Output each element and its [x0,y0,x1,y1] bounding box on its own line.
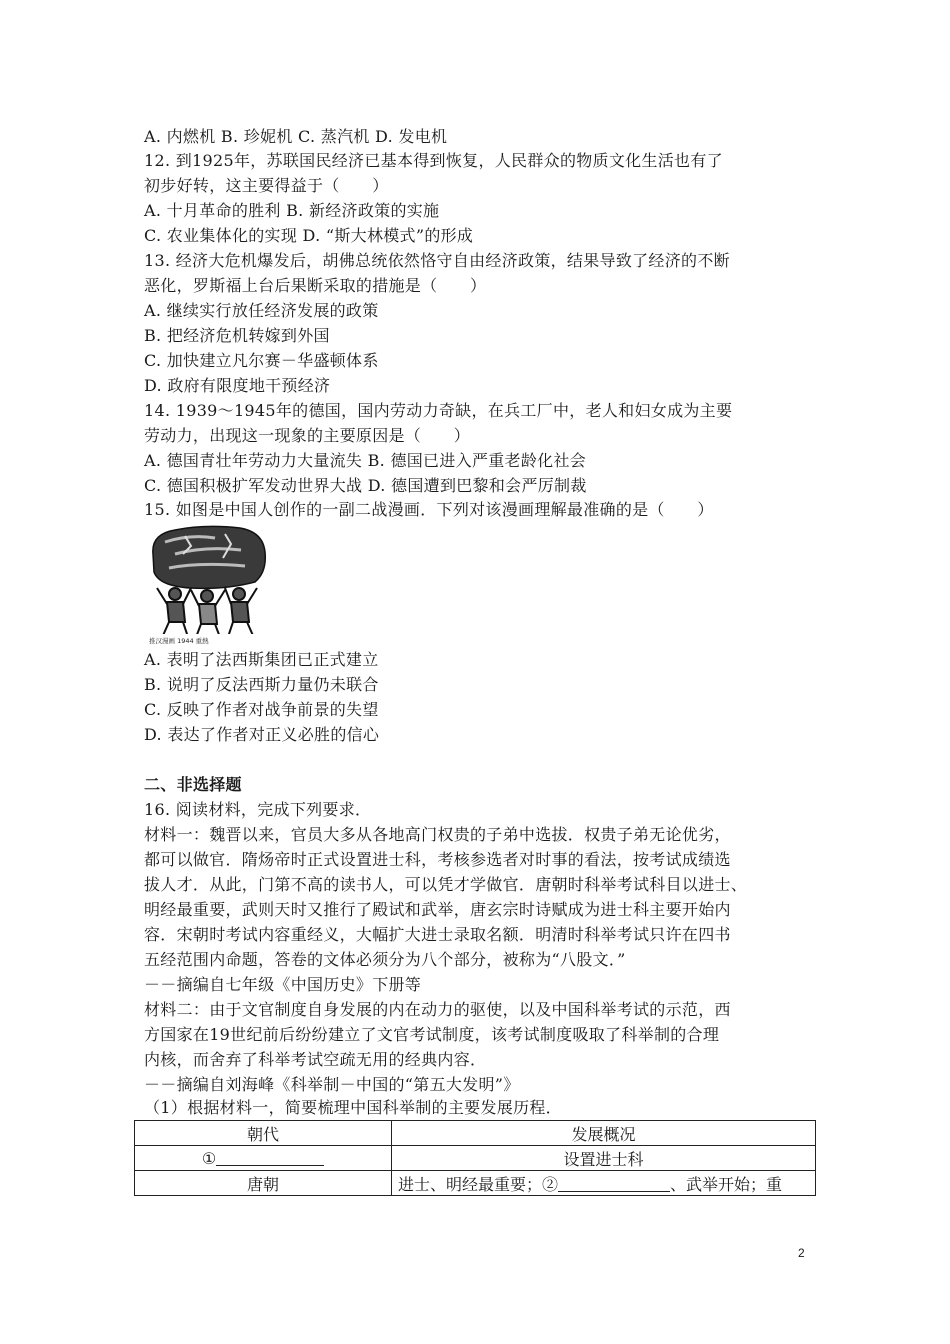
fill-in-blank[interactable] [216,1149,324,1166]
option-line: D. 政府有限度地干预经济 [144,376,331,395]
option-line: D. 表达了作者对正义必胜的信心 [144,725,380,744]
table-cell [392,1171,816,1196]
table-header: 朝代 [135,1121,392,1146]
option-line: C. 农业集体化的实现 D. “斯大林模式”的形成 [144,226,474,245]
option-line: B. 把经济危机转嫁到外国 [144,326,330,345]
table-row [135,1171,816,1196]
fill-in-blank[interactable] [558,1175,670,1192]
question-15: 15. 如图是中国人创作的一副二战漫画．下列对该漫画理解最准确的是（ ） [144,500,714,519]
material-one-source: －－摘编自七年级《中国历史》下册等 [144,975,422,994]
question-14: 14. 1939～1945年的德国，国内劳动力奇缺，在兵工厂中，老人和妇女成为主要 [144,401,733,420]
material-two-cont: 方国家在19世纪前后纷纷建立了文官考试制度，该考试制度吸取了科举制的合理 [144,1025,720,1044]
option-line: A. 十月革命的胜利 B. 新经济政策的实施 [144,201,440,220]
table-header: 发展概况 [392,1121,816,1146]
question-12-cont: 初步好转，这主要得益于（ ） [144,176,389,195]
cell-text: 、武举开始；重 [670,1174,783,1194]
option-line: B. 说明了反法西斯力量仍未联合 [144,675,379,694]
option-line: A. 德国青壮年劳动力大量流失 B. 德国已进入严重老龄化社会 [144,451,587,470]
material-one-cont: 容．宋朝时考试内容重经义，大幅扩大进士录取名额．明清时科举考试只许在四书 [144,925,731,944]
cartoon-caption: 推汉漫画 1944 重熱 [149,637,209,645]
table-cell: 唐朝 [135,1171,392,1196]
question-13-cont: 恶化，罗斯福上台后果断采取的措施是（ ） [144,276,487,295]
wartime-cartoon-image [145,524,271,646]
option-line: A. 继续实行放任经济发展的政策 [144,301,379,320]
question-16: 16. 阅读材料，完成下列要求． [144,800,372,819]
table-header-row [135,1121,816,1146]
option-line: A. 表明了法西斯集团已正式建立 [144,650,379,669]
table-cell [135,1146,392,1171]
option-line: C. 反映了作者对战争前景的失望 [144,700,379,719]
blank-marker: ① [201,1148,217,1168]
material-two-cont: 内核，而舍弃了科举考试空疏无用的经典内容． [144,1050,487,1069]
option-line: A. 内燃机 B. 珍妮机 C. 蒸汽机 D. 发电机 [144,127,448,146]
sub-question-1: （1）根据材料一，简要梳理中国科举制的主要发展历程． [144,1098,562,1117]
material-two-source: －－摘编自刘海峰《科举制－中国的“第五大发明”》 [144,1075,520,1094]
question-13: 13. 经济大危机爆发后，胡佛总统依然恪守自由经济政策，结果导致了经济的不断 [144,251,730,270]
material-one: 材料一：魏晋以来，官员大多从各地高门权贵的子弟中选拔．权贵子弟无论优劣， [144,825,731,844]
material-one-cont: 都可以做官．隋炀帝时正式设置进士科，考核参选者对时事的看法，按考试成绩选 [144,850,731,869]
material-one-cont: 明经最重要，武则天时又推行了殿试和武举，唐玄宗时诗赋成为进士科主要开始内 [144,900,731,919]
question-14-cont: 劳动力，出现这一现象的主要原因是（ ） [144,426,471,445]
material-one-cont: 五经范围内命题，答卷的文体必须分为八个部分，被称为“八股文．” [144,950,626,969]
cell-text: 进士、明经最重要；② [398,1174,559,1194]
answer-table [134,1120,816,1196]
page-number: 2 [798,1246,805,1260]
material-one-cont: 拔人才．从此，门第不高的读书人，可以凭才学做官．唐朝时科举考试科目以进士、 [144,875,748,894]
option-line: C. 德国积极扩军发动世界大战 D. 德国遭到巴黎和会严厉制裁 [144,476,587,495]
option-line: C. 加快建立凡尔赛－华盛顿体系 [144,351,379,370]
section-title: 二、非选择题 [144,775,242,794]
material-two: 材料二：由于文官制度自身发展的内在动力的驱使，以及中国科举考试的示范，西 [144,1000,731,1019]
table-row [135,1146,816,1171]
question-12: 12. 到1925年，苏联国民经济已基本得到恢复，人民群众的物质文化生活也有了 [144,151,723,170]
table-cell: 设置进士科 [392,1146,816,1171]
